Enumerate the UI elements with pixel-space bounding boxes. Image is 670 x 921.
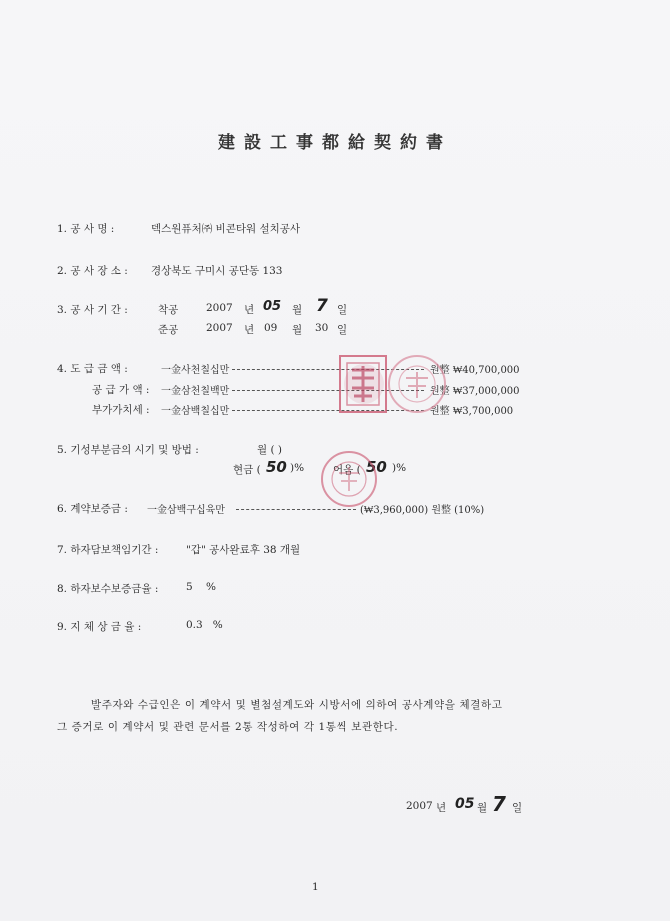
vat-hangul: 一金삼백칠십만 [161,406,230,417]
delay-rate-label: 9. 지 체 상 금 율 : [57,621,142,633]
deposit-label: 6. 계약보증금 : [57,503,128,515]
page-number: 1 [312,881,319,893]
start-year: 2007 [206,302,233,314]
start-year-unit: 년 [244,304,255,316]
start-month-unit: 월 [292,304,303,316]
date-year: 2007 [406,800,433,812]
vat-numeric: 원整 ₩3,700,000 [430,406,514,417]
end-month: 09 [264,322,278,334]
end-month-unit: 월 [292,324,303,336]
project-name-value: 덱스원퓨처㈜ 비콘타워 설치공사 [151,223,301,235]
warranty-period-label: 7. 하자담보책임기간 : [57,544,159,556]
project-name-label: 1. 공 사 명 : [57,223,115,235]
agreement-paragraph-line2: 그 증거로 이 계약서 및 관련 문서를 2통 작성하여 각 1통씩 보관한다. [57,721,399,733]
supply-amount-label: 공 급 가 액 : [92,384,150,396]
cash-label: 현금 ( [233,464,261,476]
delay-rate-value: 0.3 % [186,619,223,631]
date-month: 05 [455,796,475,812]
project-site-label: 2. 공 사 장 소 : [57,265,128,277]
end-label: 준공 [158,324,179,336]
document-title: 建設工事都給契約書 [218,133,452,153]
date-day: 7 [492,792,506,816]
bill-close: )% [392,462,407,474]
end-day-unit: 일 [337,324,348,336]
bill-label: 어음 ( [333,464,361,476]
payment-month: 월 ( ) [257,444,283,456]
start-day: 7 [316,296,328,316]
date-day-unit: 일 [512,802,523,814]
cash-close: )% [290,462,305,474]
bill-percent: 50 [366,458,387,476]
start-month: 05 [263,299,282,314]
contract-amount-hangul: 一金사천칠십만 [161,365,230,376]
contract-amount-label: 4. 도 급 금 액 : [57,363,128,375]
date-year-unit: 년 [436,802,447,814]
end-year: 2007 [206,322,233,334]
supply-amount-numeric: 원整 ₩37,000,000 [430,386,520,397]
deposit-hangul: 一金삼백구십육만 [147,505,225,516]
cash-percent: 50 [266,458,287,476]
supply-amount-hangul: 一金삼천칠백만 [161,386,230,397]
contract-amount-numeric: 원整 ₩40,700,000 [430,365,520,376]
deposit-numeric: (₩3,960,000) 원整 (10%) [360,505,485,516]
warranty-period-value: "갑" 공사완료후 38 개월 [186,544,301,556]
deposit-leader [236,509,356,510]
vat-label: 부가가치세 : [92,404,150,416]
start-label: 착공 [158,304,179,316]
company-seal-stamp [338,352,390,416]
end-day: 30 [315,322,329,334]
company-round-stamp [384,352,450,416]
project-site-value: 경상북도 구미시 공단동 133 [151,265,283,277]
project-period-label: 3. 공 사 기 간 : [57,304,128,316]
start-day-unit: 일 [337,304,348,316]
warranty-rate-value: 5 % [186,581,217,593]
agreement-paragraph-line1: 발주자와 수급인은 이 계약서 및 별첨설계도와 시방서에 의하여 공사계약을 체결하고 [91,699,503,711]
end-year-unit: 년 [244,324,255,336]
payment-terms-label: 5. 기성부분금의 시기 및 방법 : [57,444,199,456]
date-month-unit: 월 [477,802,488,814]
warranty-rate-label: 8. 하자보수보증금율 : [57,583,159,595]
